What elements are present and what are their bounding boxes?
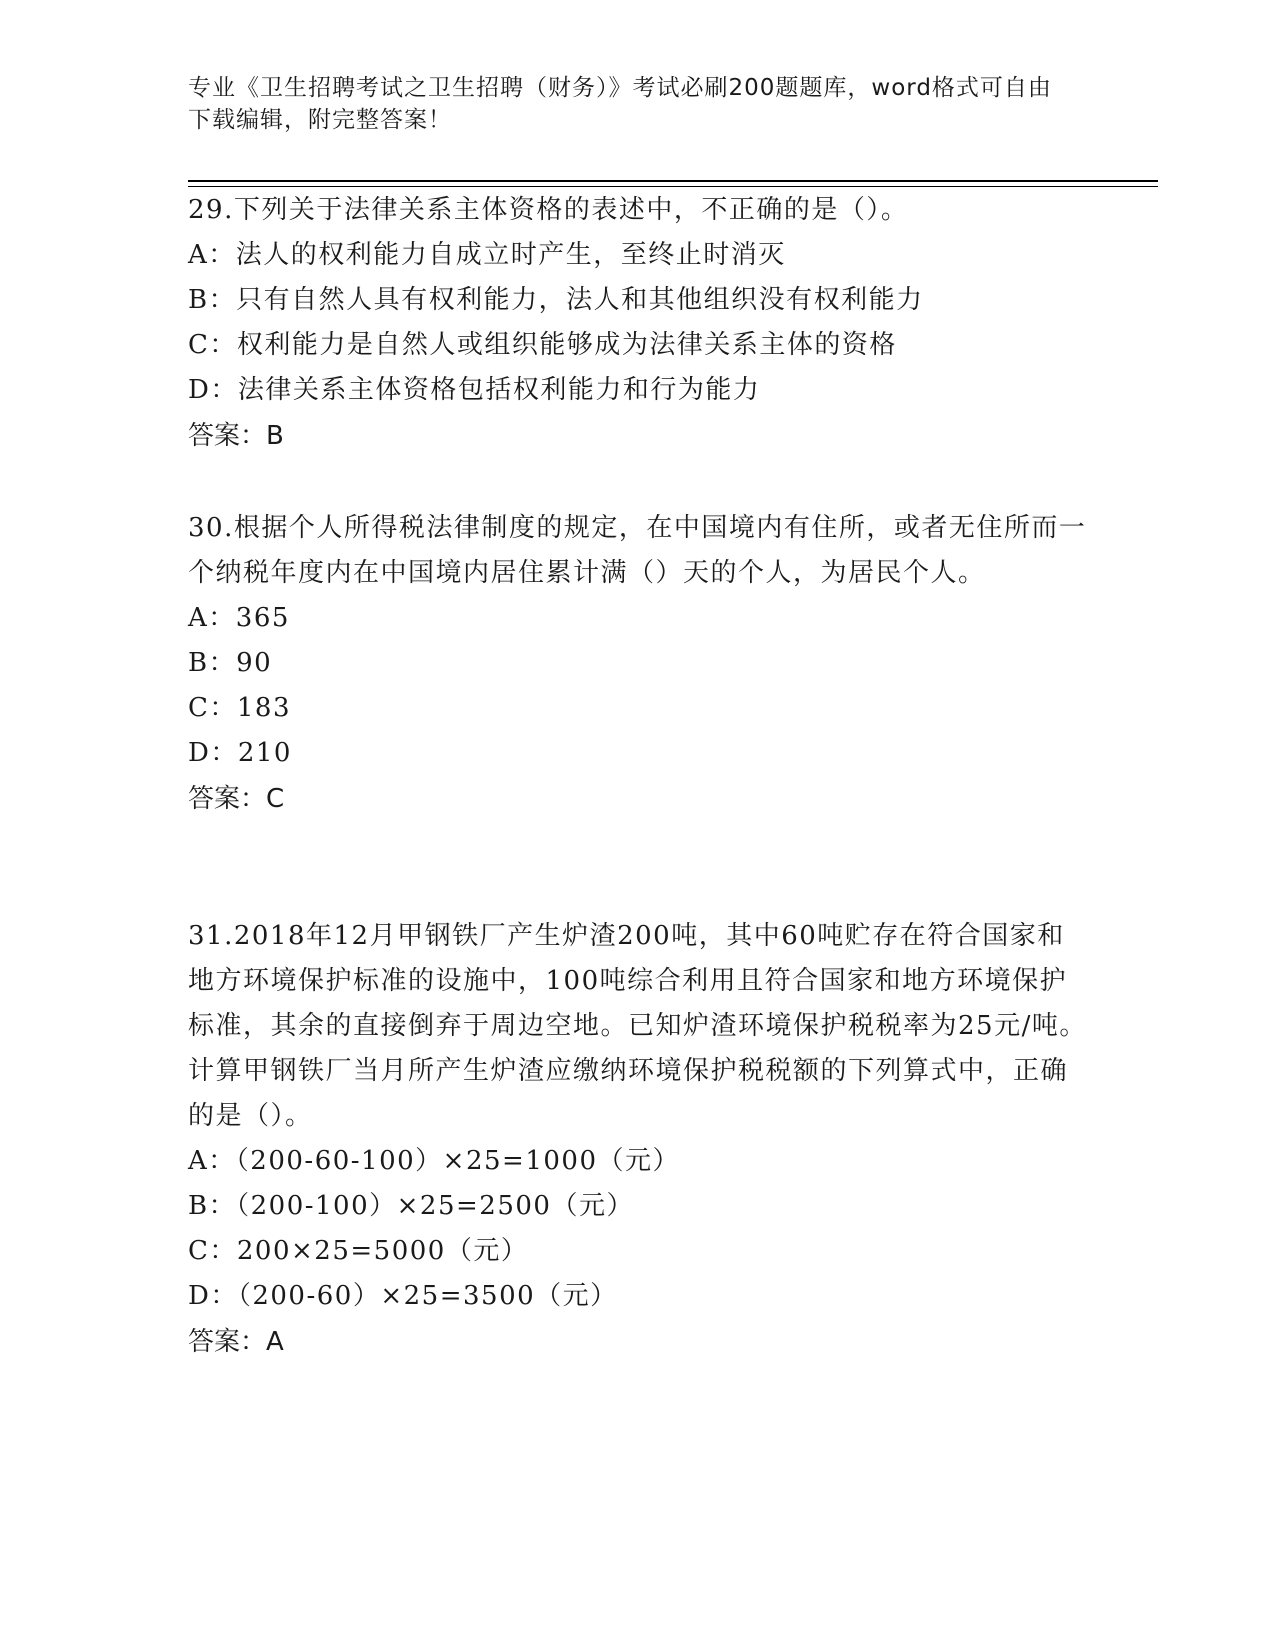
answer: 答案：B	[188, 421, 284, 451]
answer: 答案：A	[188, 1327, 284, 1357]
option-a: A：365	[188, 603, 290, 633]
question-stem: 31.2018年12月甲钢铁厂产生炉渣200吨，其中60吨贮存在符合国家和地方环境保护标准的设施中，100吨综合利用且符合国家和地方环境保护标准，其余的直接倒弃于周边空地。已知炉渣环境保护税税率为25元/吨。计算甲钢铁厂当月所产生炉渣应缴纳环境保护税税额的下列算式中，正确的是（）。	[188, 921, 1087, 1131]
question-31	[188, 914, 1088, 1365]
option-d: D：法律关系主体资格包括权利能力和行为能力	[188, 375, 761, 405]
question-stem: 29.下列关于法律关系主体资格的表述中，不正确的是（）。	[188, 195, 909, 225]
header-divider-bottom	[188, 186, 1158, 187]
option-a: A：（200-60-100）×25=1000（元）	[188, 1146, 681, 1176]
question-30	[188, 506, 1088, 822]
document-header: 专业《卫生招聘考试之卫生招聘（财务）》考试必刷200题题库，word格式可自由下载编辑，附完整答案！	[188, 75, 1052, 133]
header-divider-top	[188, 180, 1158, 182]
question-stem: 30.根据个人所得税法律制度的规定，在中国境内有住所，或者无住所而一个纳税年度内在中国境内居住累计满（）天的个人，为居民个人。	[188, 513, 1087, 588]
option-b: B：（200-100）×25=2500（元）	[188, 1191, 634, 1221]
option-d: D：210	[188, 738, 292, 768]
option-b: B：只有自然人具有权利能力，法人和其他组织没有权利能力	[188, 285, 924, 315]
option-b: B：90	[188, 648, 273, 678]
option-a: A：法人的权利能力自成立时产生，至终止时消灭	[188, 240, 786, 270]
option-d: D：（200-60）×25=3500（元）	[188, 1281, 618, 1311]
answer: 答案：C	[188, 784, 285, 814]
option-c: C：200×25=5000（元）	[188, 1236, 529, 1266]
option-c: C：权利能力是自然人或组织能够成为法律关系主体的资格	[188, 330, 897, 360]
question-29	[188, 188, 1088, 459]
option-c: C：183	[188, 693, 292, 723]
